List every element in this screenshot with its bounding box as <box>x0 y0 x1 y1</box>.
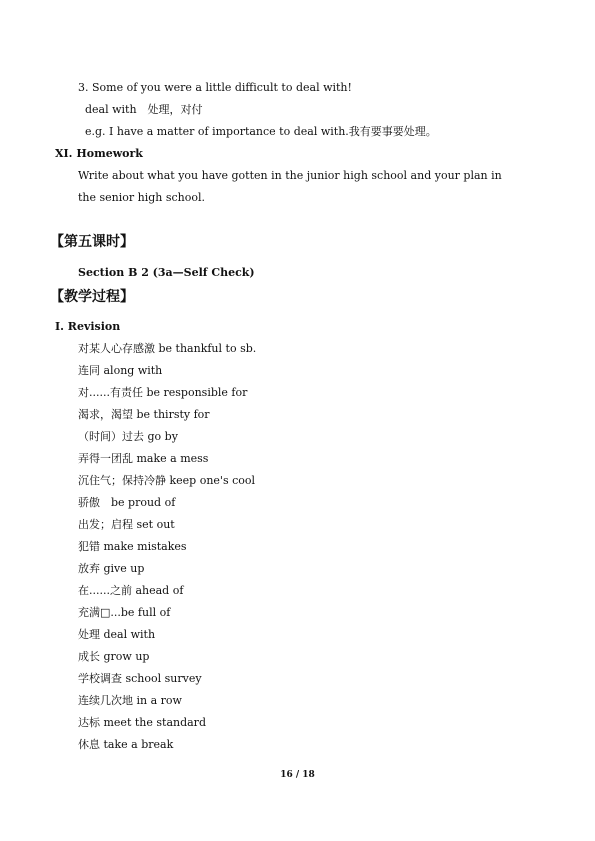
revision-item: 在......之前 ahead of <box>78 584 184 597</box>
revision-item: 放弃 give up <box>78 562 145 575</box>
revision-item: 充满□...be full of <box>78 606 171 619</box>
revision-item: 成长 grow up <box>78 650 150 663</box>
revision-item: 出发；启程 set out <box>78 518 175 531</box>
revision-item: 渴求，渴望 be thirsty for <box>78 408 210 421</box>
homework-line-1: Write about what you have gotten in the junior high school and your plan in <box>78 169 502 182</box>
revision-item: 学校调查 school survey <box>78 672 202 685</box>
example-sentence: e.g. I have a matter of importance to deal with.我有要事要处理。 <box>85 125 437 138</box>
revision-item: （时间）过去 go by <box>78 430 178 443</box>
homework-line-2: the senior high school. <box>78 191 206 204</box>
revision-item: 犯错 make mistakes <box>78 540 187 553</box>
revision-item: 对......有责任 be responsible for <box>78 386 248 399</box>
revision-heading: I. Revision <box>55 320 121 333</box>
lesson-title: 【第五课时】 <box>50 234 134 250</box>
revision-item: 沉住气；保持冷静 keep one's cool <box>78 474 256 487</box>
teaching-process-title: 【教学过程】 <box>50 289 134 305</box>
revision-item: 弄得一团乱 make a mess <box>78 452 209 465</box>
revision-item: 休息 take a break <box>78 738 174 751</box>
page-number: 16 / 18 <box>280 770 315 780</box>
revision-item: 处理 deal with <box>78 628 156 641</box>
revision-item: 连同 along with <box>78 364 163 377</box>
revision-item: 对某人心存感激 be thankful to sb. <box>78 342 257 355</box>
item-3-sentence: 3. Some of you were a little difficult to deal with! <box>78 81 352 94</box>
homework-heading: XI. Homework <box>55 147 143 160</box>
deal-with-definition: deal with 处理，对付 <box>85 103 203 116</box>
section-title: Section B 2 (3a—Self Check) <box>78 266 255 279</box>
revision-item: 连续几次地 in a row <box>78 694 182 707</box>
revision-item: 骄傲 be proud of <box>78 496 176 509</box>
revision-item: 达标 meet the standard <box>78 716 206 729</box>
